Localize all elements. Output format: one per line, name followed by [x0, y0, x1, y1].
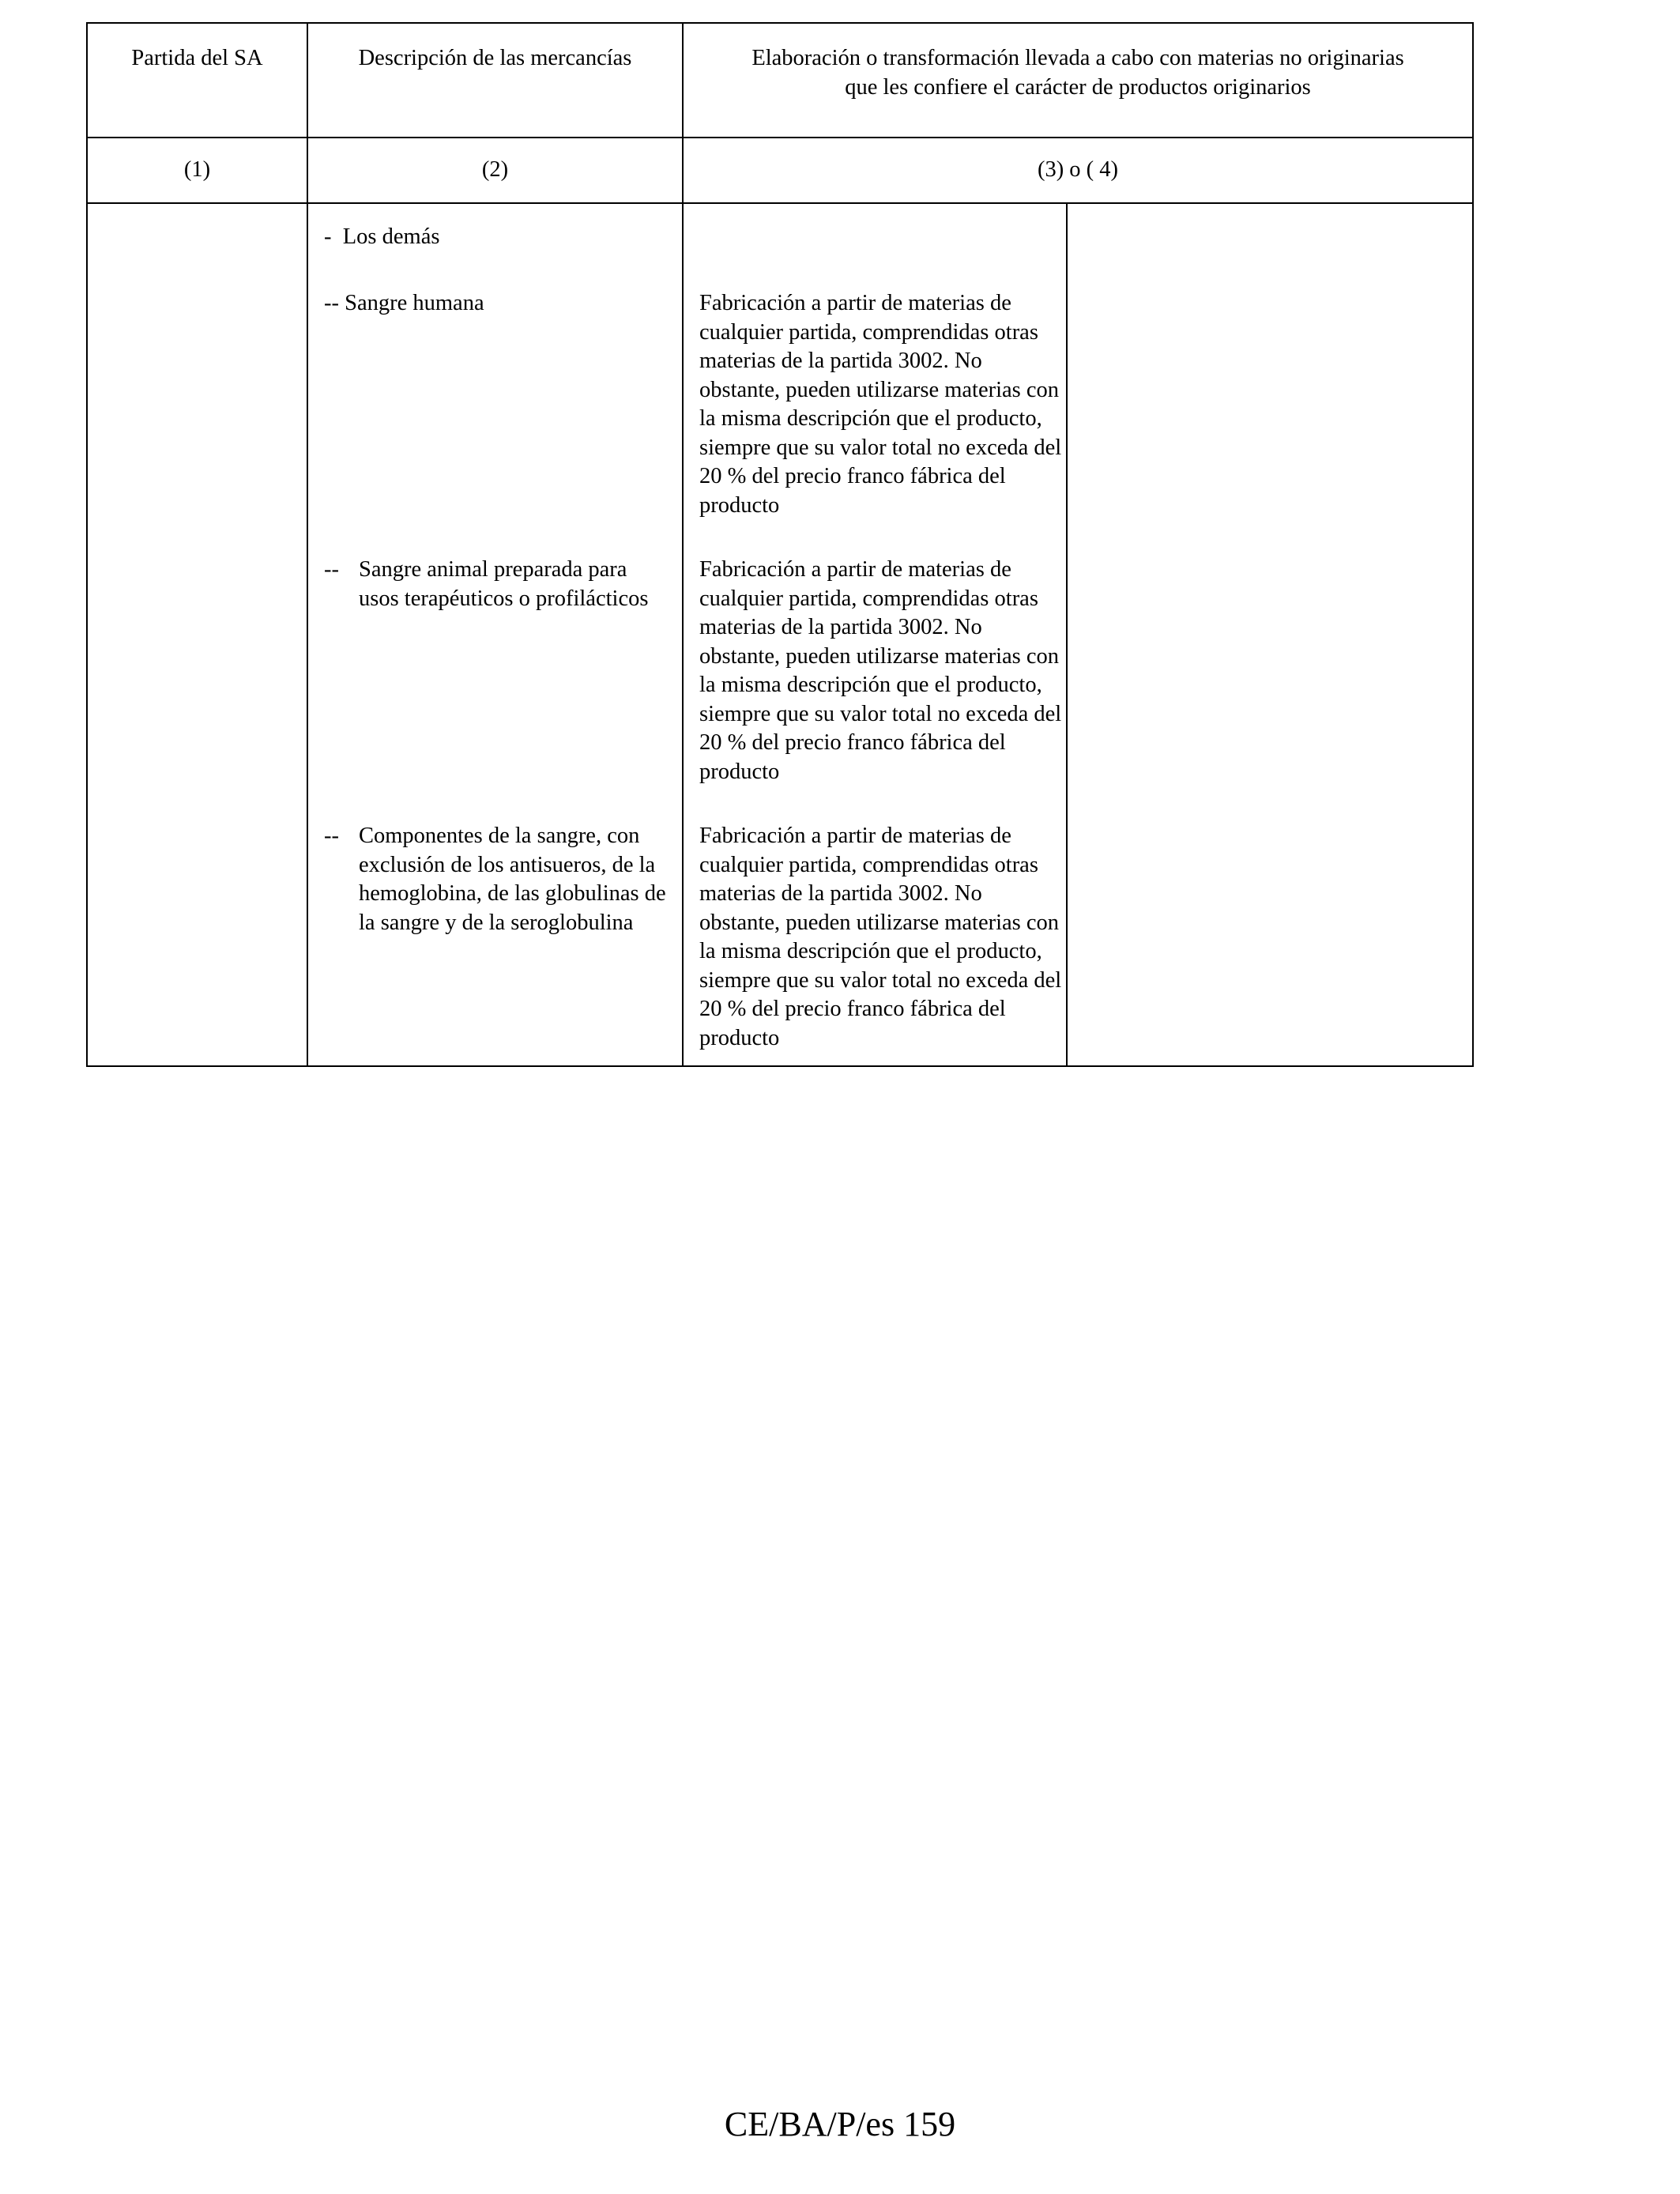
- header-working-line-2: que les confiere el carácter de productos originarios: [845, 74, 1311, 100]
- rules-table: [86, 22, 1474, 1067]
- working-rule-text: Fabricación a partir de materias de cualquier partida, comprendidas otras materias de la partida 3002. No obstante, pueden utilizarse materias con la misma descripción que el producto, siempre que su valor total no exceda del 20 % del precio franco fábrica del producto: [699, 291, 1062, 518]
- page-footer-reference: CE/BA/P/es 159: [724, 2105, 956, 2143]
- header-row: [87, 23, 1473, 138]
- header-working-line-1: Elaboración o transformación llevada a cabo con materias no originarias: [751, 46, 1404, 70]
- header-hs-heading: [87, 23, 307, 138]
- item-description: Componentes de la sangre, con exclusión de los antisueros, de la hemoglobina, de las globulinas de la sangre y de la seroglobulina: [359, 824, 666, 935]
- item-dash: --: [324, 291, 339, 315]
- column-number-2: (2): [307, 138, 683, 203]
- working-rule-text: Fabricación a partir de materias de cualquier partida, comprendidas otras materias de la partida 3002. No obstante, pueden utilizarse materias con la misma descripción que el producto, siempre que su valor total no exceda del 20 % del precio franco fábrica del producto: [699, 824, 1062, 1050]
- working-rule-text: Fabricación a partir de materias de cualquier partida, comprendidas otras materias de la partida 3002. No obstante, pueden utilizarse materias con la misma descripción que el producto, siempre que su valor total no exceda del 20 % del precio franco fábrica del producto: [699, 557, 1062, 784]
- column-number-row: [87, 138, 1473, 203]
- description-cell: [307, 203, 683, 1066]
- column-number-1: (1): [87, 138, 307, 203]
- working-cell-3: [683, 203, 1067, 1066]
- item-dash: -: [324, 224, 332, 249]
- item-description: Sangre humana: [345, 291, 484, 315]
- list-item: [324, 822, 672, 937]
- header-hs-heading-text: Partida del SA: [131, 46, 263, 70]
- column-number-3-4: (3) o ( 4): [683, 138, 1473, 203]
- table-body-row: [87, 203, 1473, 1066]
- list-item: [324, 289, 672, 319]
- item-dash: --: [324, 557, 339, 582]
- working-cell-4: [1067, 203, 1473, 1066]
- item-description: Los demás: [342, 224, 440, 249]
- list-item: [324, 223, 672, 252]
- header-goods-description: [307, 23, 683, 138]
- item-dash: --: [324, 824, 339, 848]
- header-working-processing: [683, 23, 1473, 138]
- hs-heading-cell: [87, 203, 307, 1066]
- list-item: [324, 556, 672, 613]
- header-goods-description-text: Descripción de las mercancías: [358, 46, 632, 70]
- item-description: Sangre animal preparada para usos terapéuticos o profilácticos: [359, 557, 649, 611]
